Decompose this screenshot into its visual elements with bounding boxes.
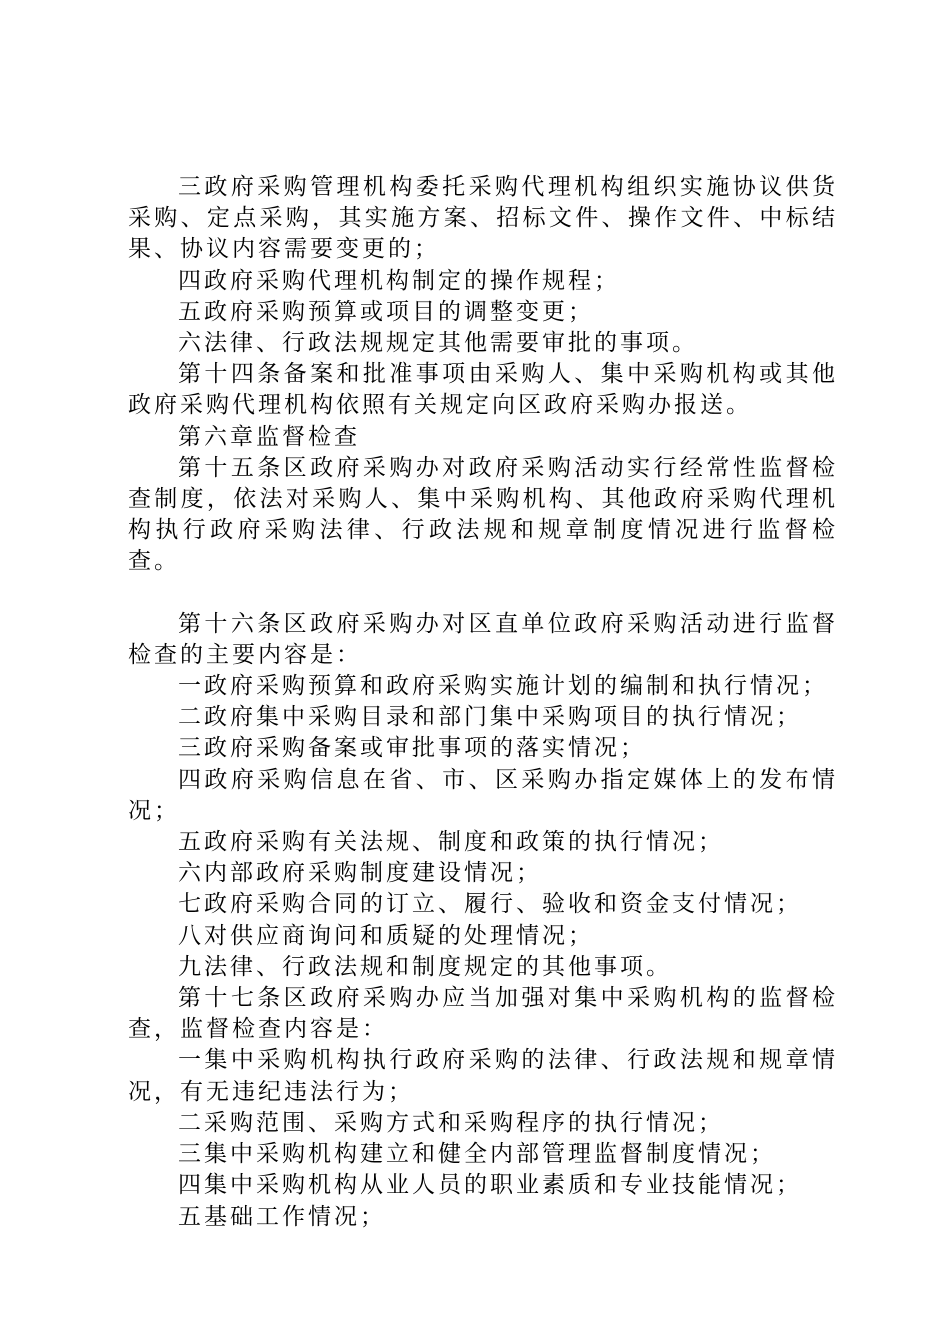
list-item: 二政府集中采购目录和部门集中采购项目的执行情况； [178, 704, 802, 731]
list-item: 五政府采购有关法规、制度和政策的执行情况； [178, 829, 724, 856]
list-item: 六内部政府采购制度建设情况； [178, 860, 542, 887]
paragraph: 五政府采购预算或项目的调整变更； [178, 298, 594, 325]
list-item: 三政府采购备案或审批事项的落实情况； [178, 735, 646, 762]
chapter-heading: 第六章监督检查 [178, 423, 360, 450]
list-item: 八对供应商询问和质疑的处理情况； [178, 922, 594, 949]
article-paragraph: 第十五条区政府采购办对政府采购活动实行经常性监督检查制度，依法对采购人、集中采购机构、其他政府采购代理机构执行政府采购法律、行政法规和规章制度情况进行监督检查。 [128, 454, 838, 575]
article-paragraph: 第十四条备案和批准事项由采购人、集中采购机构或其他政府采购代理机构依照有关规定向区政府采购办报送。 [128, 361, 838, 419]
list-item: 二采购范围、采购方式和采购程序的执行情况； [178, 1109, 724, 1136]
list-item: 一集中采购机构执行政府采购的法律、行政法规和规章情况，有无违纪违法行为； [128, 1047, 838, 1105]
list-item: 五基础工作情况； [178, 1203, 386, 1230]
list-item: 七政府采购合同的订立、履行、验收和资金支付情况； [178, 891, 802, 918]
paragraph: 四政府采购代理机构制定的操作规程； [178, 267, 620, 294]
blank-line [128, 578, 838, 609]
list-item: 九法律、行政法规和制度规定的其他事项。 [178, 953, 672, 980]
article-paragraph: 第十六条区政府采购办对区直单位政府采购活动进行监督检查的主要内容是： [128, 610, 838, 668]
paragraph: 三政府采购管理机构委托采购代理机构组织实施协议供货采购、定点采购，其实施方案、招标文件、操作文件、中标结果、协议内容需要变更的； [128, 174, 838, 263]
document-body [128, 172, 838, 1233]
list-item: 四政府采购信息在省、市、区采购办指定媒体上的发布情况； [128, 766, 838, 824]
list-item: 一政府采购预算和政府采购实施计划的编制和执行情况； [178, 673, 828, 700]
article-paragraph: 第十七条区政府采购办应当加强对集中采购机构的监督检查，监督检查内容是： [128, 985, 838, 1043]
list-item: 三集中采购机构建立和健全内部管理监督制度情况； [178, 1141, 776, 1168]
paragraph: 六法律、行政法规规定其他需要审批的事项。 [178, 330, 698, 357]
list-item: 四集中采购机构从业人员的职业素质和专业技能情况； [178, 1172, 802, 1199]
